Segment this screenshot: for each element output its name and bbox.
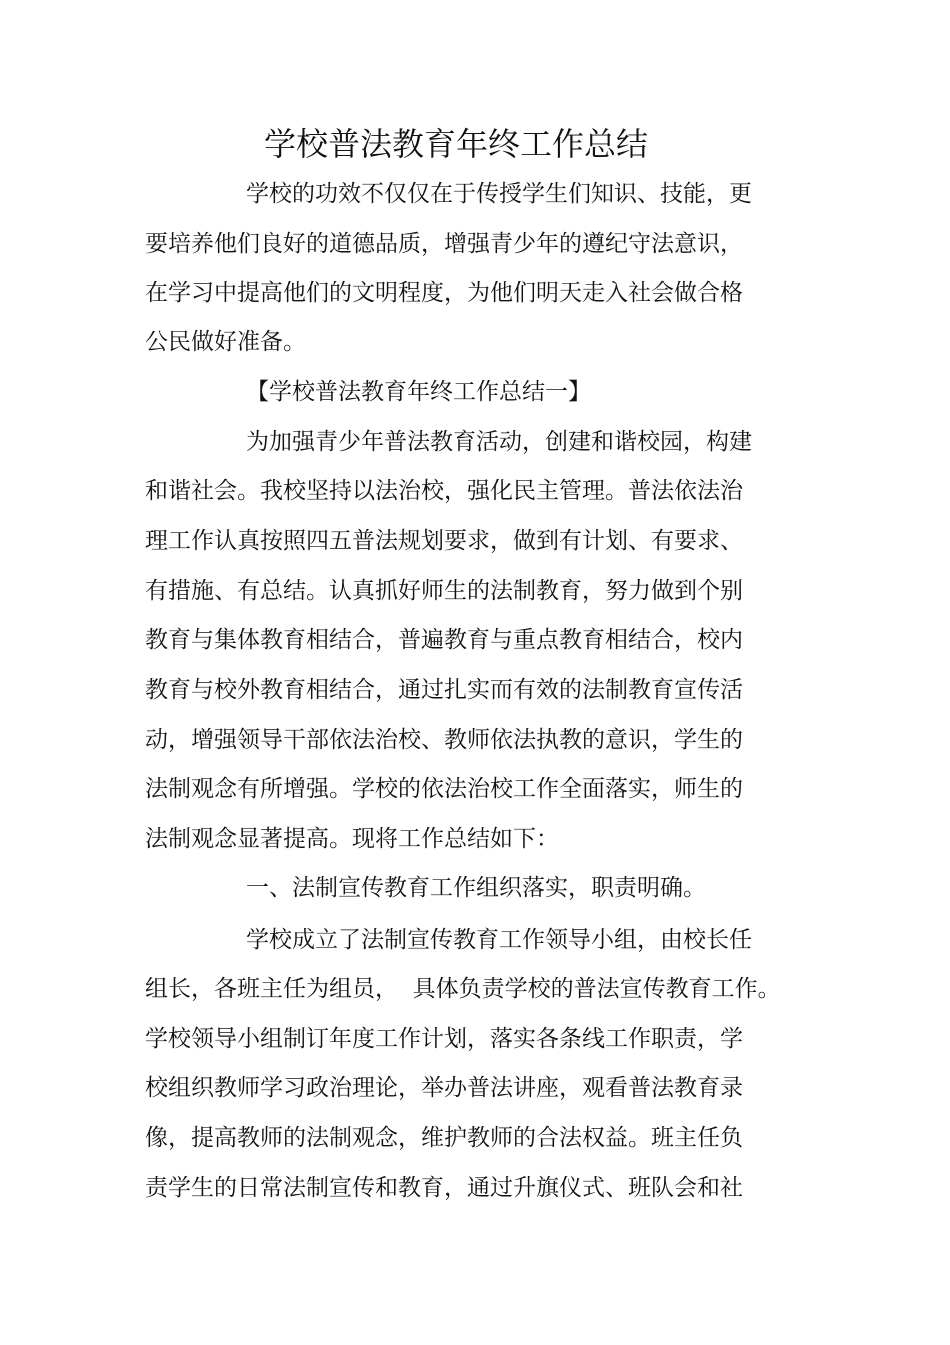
document-title: 学校普法教育年终工作总结 xyxy=(263,125,648,163)
paragraph-line: 法制观念有所增强。学校的依法治校工作全面落实，师生的 xyxy=(145,776,743,802)
paragraph-line: 组长，各班主任为组员， 具体负责学校的普法宣传教育工作。 xyxy=(145,976,781,1002)
paragraph-line: 法制观念显著提高。现将工作总结如下： xyxy=(145,826,559,852)
section-heading: 【学校普法教育年终工作总结一】 xyxy=(246,379,591,405)
intro-line-4: 公民做好准备。 xyxy=(145,329,306,355)
intro-line-1: 学校的功效不仅仅在于传授学生们知识、技能，更 xyxy=(246,181,752,207)
paragraph-line: 校组织教师学习政治理论，举办普法讲座，观看普法教育录 xyxy=(145,1075,743,1101)
intro-line-3: 在学习中提高他们的文明程度，为他们明天走入社会做合格 xyxy=(145,280,743,306)
paragraph-line: 教育与校外教育相结合，通过扎实而有效的法制教育宣传活 xyxy=(145,677,743,703)
paragraph-line: 教育与集体教育相结合，普遍教育与重点教育相结合，校内 xyxy=(145,627,743,653)
paragraph-line: 学校成立了法制宣传教育工作领导小组，由校长任 xyxy=(246,927,752,953)
paragraph-line: 和谐社会。我校坚持以法治校，强化民主管理。普法依法治 xyxy=(145,478,743,504)
paragraph-line: 动，增强领导干部依法治校、教师依法执教的意识，学生的 xyxy=(145,727,743,753)
subsection-heading: 一、法制宣传教育工作组织落实，职责明确。 xyxy=(246,875,706,901)
paragraph-line: 像，提高教师的法制观念，维护教师的合法权益。班主任负 xyxy=(145,1125,743,1151)
intro-line-2: 要培养他们良好的道德品质，增强青少年的遵纪守法意识， xyxy=(145,231,743,257)
paragraph-line: 有措施、有总结。认真抓好师生的法制教育，努力做到个别 xyxy=(145,578,743,604)
paragraph-line: 理工作认真按照四五普法规划要求，做到有计划、有要求、 xyxy=(145,528,743,554)
paragraph-line: 学校领导小组制订年度工作计划，落实各条线工作职责，学 xyxy=(145,1026,743,1052)
paragraph-line: 责学生的日常法制宣传和教育，通过升旗仪式、班队会和社 xyxy=(145,1175,743,1201)
paragraph-line: 为加强青少年普法教育活动，创建和谐校园，构建 xyxy=(246,429,752,455)
